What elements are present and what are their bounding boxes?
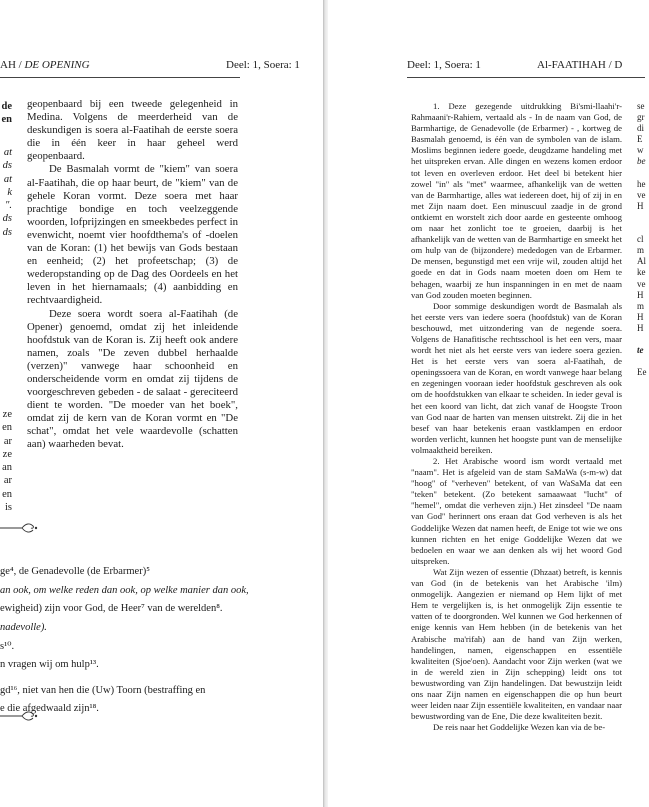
verse-line: gd¹⁶, niet van hen die (Uw) Toorn (bestraffing en [0, 685, 206, 696]
footnote-column [411, 101, 622, 733]
paragraph: De Basmalah vormt de "kiem" van soera al-Faatihah, die op haar beurt, de "kiem" van de gehele Koran vormt. Deze soera met haar prachtige bondige en toch veelzeggende woorden, lofprijzingen en smeekbedes perfect in evenwicht, noemt vier hoofdthema's of -doelen van de Koran: (1) het bewijs van Gods bestaan en eenheid; (2) het profeetschap; (3) de wederopstanding op de Dag des Oordeels en het leven in het hiernamaals; (4) aanbidding en rechtvaardigheid. [27, 163, 238, 307]
right-header-part: Deel: 1, Soera: 1 [407, 59, 481, 71]
fragment [637, 212, 649, 223]
fragment: en [2, 488, 12, 500]
verse-line: e die afgedwaald zijn¹⁸. [0, 703, 99, 714]
fragment: gr [637, 112, 645, 123]
right-cut-column [637, 101, 649, 378]
left-col-fragments [0, 100, 12, 126]
fragment: an [2, 462, 12, 474]
fragment: be [637, 156, 646, 167]
fragment: se [637, 101, 645, 111]
footnote-1: 1. Deze gezegende uitdrukking Bi'smi-llaahi'r-Rahmaani'r-Rahiem, vertaald als - In de naam van God, de Barmhartige, de Genadevolle (de Erbarmer) - , kortweg de Basmalah genoemd, is één van de symbolen van de islam. Moslims beginnen iedere goede, deugdzame handeling met het uitspreken ervan. Alle dingen en wezens komen erdoor tot leven en overleven erdoor. Het deel bi betekent hier zowel "in" als "met" waarmee, afhankelijk van de wetten van de Barmhartige, alles wat iedereen doet, hij of zij in en met Zijn naam doet. Een minuscuul zaadje in de grond ontkiemt en worstelt zich door aarde en gesteente omhoog om naar het zonlicht toe te groeien, daarbij is het afhankelijk van de wetten van de Barmhartige en smeekt het om hulp van de (bijzondere) mededogen van de Erbarmer. De mensen, begunstigd met een vrije wil, zouden altijd het goede en dat in Gods naam moeten doen om Hem te behagen, waarbij ze hun inspanningen in en met de naam van God zouden moeten beginnen. [411, 101, 622, 300]
fragment: ze [2, 409, 12, 420]
fragment: at [3, 147, 12, 158]
fragment: en [1, 114, 12, 126]
verse-line: s¹⁰. [0, 641, 15, 652]
fragment [637, 223, 649, 234]
fragment: de [1, 101, 12, 112]
fragment: ke [637, 267, 646, 278]
verse-line: ewigheid) zijn voor God, de Heer⁷ van de werelden⁸. [0, 603, 223, 614]
left-header-title: DE OPENING [24, 59, 90, 71]
fragment: k [7, 186, 12, 198]
fragment: di [637, 123, 645, 134]
left-main-column [27, 98, 238, 452]
right-page [328, 0, 645, 807]
fragment: H [637, 322, 644, 333]
ornament-divider-icon [0, 521, 40, 535]
fragment: E [637, 134, 643, 145]
fragment: H [637, 311, 644, 322]
fragment: ar [3, 475, 12, 487]
fragment: ve [637, 278, 646, 289]
fragment: is [4, 502, 12, 514]
fragment: H [637, 289, 644, 300]
verse-line: nadevolle). [0, 622, 47, 633]
verse-line: n vragen wij om hulp¹³. [0, 659, 99, 670]
paragraph: geopenbaard bij een tweede gelegenheid in Medina. Volgens de meerderheid van de deskundigen is soera al-Faatihah de eerste soera die in één keer in haar geheel werd geopenbaard. [27, 98, 238, 163]
fragment [637, 168, 649, 179]
right-header-surah: Al-FAATIHAH / D [537, 59, 623, 71]
right-header-rule [407, 77, 645, 78]
fragment: ze [2, 448, 12, 460]
footnote-2: 2. Het Arabische woord ism wordt vertaald met "naam". Het is afgeleid van de stam SaMaWa (s-m-w) dat "hoog" of "verheven" betekent, of van WaSaMa dat een "teken" betekent. (Zo betekent samaawaat "lucht" of "hemel", omdat die verheven zijn.) Het zinsdeel "De naam van God" herinnert ons eraan dat God verheven is als het Goddelijke Wezen dat namen heeft, de Enige tot wie we ons kunnen richten en het enige Goddelijke Wezen dat we bedoelen en waar we aan denken als wij het woord God uitspreken. [411, 456, 622, 566]
fragment: Al [637, 256, 646, 267]
ornament-divider-bottom-icon [0, 709, 40, 723]
fragment: ds [2, 213, 12, 225]
fragment: te [637, 345, 644, 356]
left-col-fragments-2 [0, 146, 12, 239]
fragment [637, 334, 649, 345]
left-col-fragments-3 [0, 408, 12, 514]
fragment: he [637, 178, 646, 189]
fragment: m [637, 245, 645, 256]
fragment: at [3, 173, 12, 185]
verse-line: an ook, om welke reden dan ook, op welke manier dan ook, [0, 585, 249, 596]
fragment: en [2, 422, 12, 434]
left-header-rule [0, 77, 240, 78]
left-header-surah: AH / DE OPENING [0, 59, 90, 71]
footnote-2-cont2: De reis naar het Goddelijke Wezen kan via de be- [433, 722, 606, 733]
left-header-part: Deel: 1, Soera: 1 [226, 59, 300, 71]
fragment: ds [2, 160, 12, 172]
footnote-1-cont: Door sommige deskundigen wordt de Basmalah als het eerste vers van iedere soera (hoofdstuk) van de Koran beschouwd, met uitzondering van de negende soera. Volgens de Hanafitische rechtsschool is het een vers, maar wordt het niet als het eerste vers van iedere soera gezien. Het is het eerste vers van soera al-Faatihah, de openingssoera van de Koran, en wordt vanwege haar belang en zegeningen vooraan ieder hoofdstuk geschreven als ook om de hoofdstukken van elkaar te scheiden. In ieder geval is het een koord van licht, dat zich vanaf de Hoogste Troon van God naar de harten van mensen uitstrekt. Zij die in het besef van haar betekenis eraan vastklampen en erdoor worden verlicht, kunnen het hoogste punt van de menselijke volmaaktheid bereiken. [411, 300, 622, 455]
fragment: Ee [637, 367, 647, 378]
fragment: ds [2, 226, 12, 238]
fragment: w [637, 145, 644, 156]
fragment: ". [4, 200, 12, 212]
fragment: ve [637, 189, 646, 200]
fragment [637, 356, 649, 367]
paragraph: Deze soera wordt soera al-Faatihah (de Opener) genoemd, omdat zij het inleidende hoofdstuk van de Koran is. Zij heeft ook andere namen, zoals "De zeven dubbel herhaalde (verzen)" vanwege haar schoonheid en onderscheidende vorm en omdat zij tijdens de voorgeschreven gebeden - de salaat - gereciteerd dient te worden. "De moeder van het boek", omdat zij de kern van de Koran vormt en "De schat", omdat het vele waardevolle (schatten aan) waarheden bevat. [27, 307, 238, 451]
footnote-2-cont: Wat Zijn wezen of essentie (Dhzaat) betreft, is kennis van God (in de betekenis van het Arabische 'ilm) onmogelijk. Aangezien er niemand op Hem lijkt of met Hem te vergelijken is, is het onmogelijk Zijn essentie te vatten of te doorgronden. Wel kunnen we God herkennen of enige kennis van Hem hebben (in de betekenis van het Arabische ma'rifah) aan de hand van Zijn werken, handelingen, namen, eigenschappen en essentiële kwaliteiten (Sjoe'oen). Aandacht voor Zijn werken (wat we in de wereld zien in Zijn schepping) leidt ons tot bewustwording van Zijn handelingen. Dat bewustzijn leidt ons naar Zijn namen en eigenschappen die op hun beurt weer leiden naar Zijn essentiële kwaliteiten, en vandaar naar bewustwording van de Ene, Die deze kwaliteiten bezit. [411, 566, 622, 722]
fragment: ar [3, 435, 12, 447]
fragment: H [637, 200, 644, 211]
fragment: cl [637, 234, 644, 245]
verse-line: ge⁴, de Genadevolle (de Erbarmer)⁵ [0, 566, 150, 577]
left-page [0, 0, 323, 807]
fragment: m [637, 300, 645, 311]
